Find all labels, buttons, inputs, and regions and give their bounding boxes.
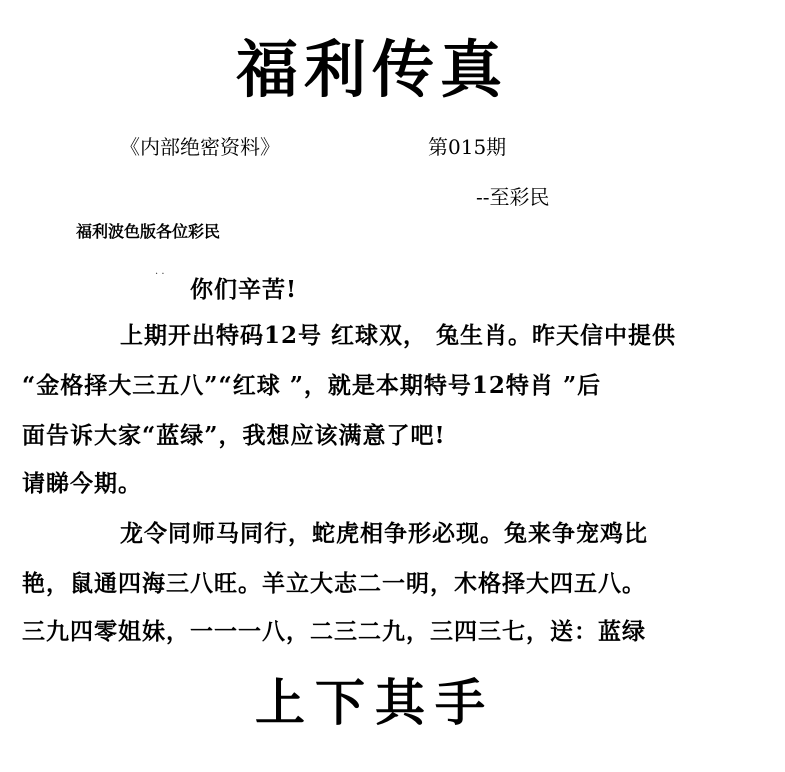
- author-signature: --至彩民: [476, 185, 550, 209]
- page-title: 福利传真: [236, 33, 509, 106]
- body-line: “金格择大三五八”“红球 ”，就是本期特号12特肖 ”后: [22, 372, 602, 399]
- footer-title: 上下其手: [255, 673, 495, 732]
- body-line: 龙令同师马同行，蛇虎相争形必现。兔来争宠鸡比: [120, 520, 648, 547]
- body-line: 艳，鼠通四海三八旺。羊立大志二一明，木格择大四五八。: [22, 570, 646, 597]
- dot-mark: · ·: [155, 269, 165, 280]
- issue-number: 第015期: [428, 135, 507, 159]
- body-line: 面告诉大家“蓝绿”，我想应该满意了吧!: [22, 422, 446, 449]
- greeting: 你们辛苦!: [190, 276, 298, 303]
- body-line: 三九四零姐妹，一一一八，二三二九，三四三七，送：蓝绿: [22, 618, 646, 645]
- body-line: 请睇今期。: [22, 470, 142, 497]
- body-line: 上期开出特码12号 红球双， 兔生肖。昨天信中提供: [120, 322, 677, 349]
- dedication-line: 福利波色版各位彩民: [76, 222, 221, 241]
- publication-label: 《内部绝密资料》: [120, 135, 280, 159]
